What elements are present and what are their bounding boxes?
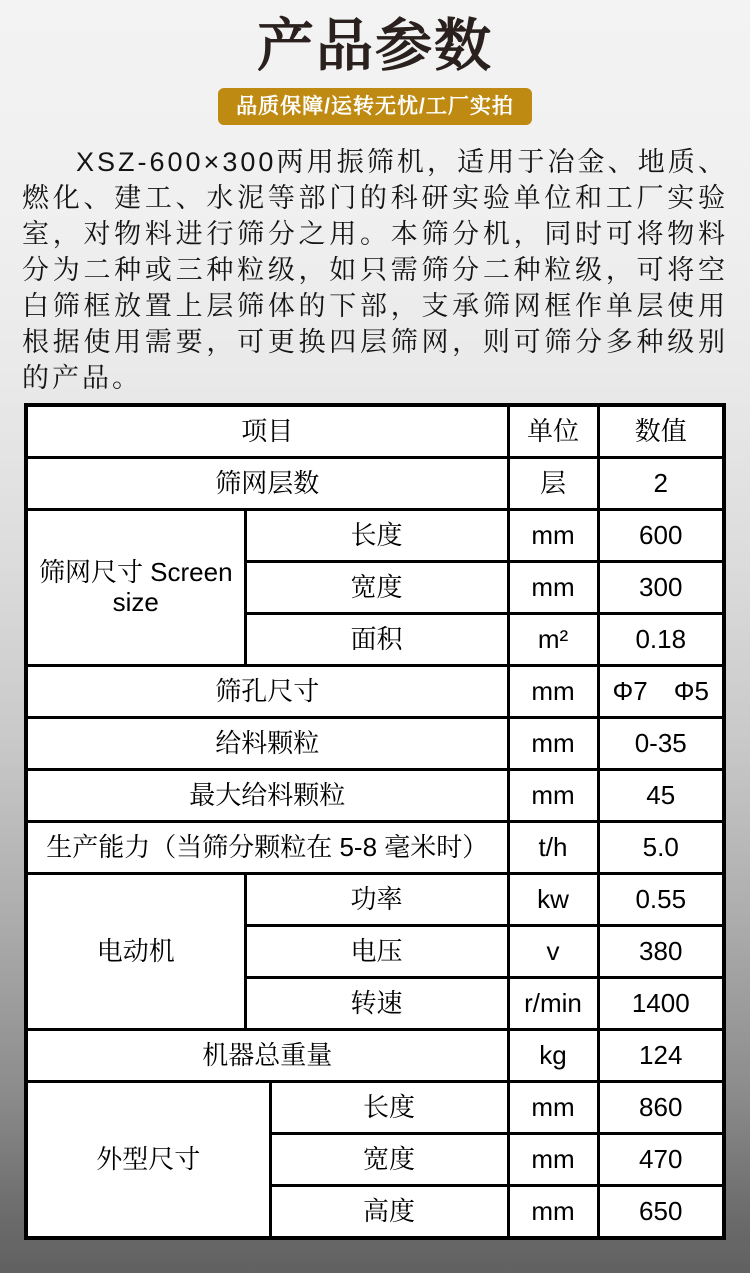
spec-unit-cell: m² (508, 614, 598, 666)
spec-item-cell: 给料颗粒 (26, 718, 508, 770)
spec-unit-cell: mm (508, 1082, 598, 1134)
spec-item-cell: 最大给料颗粒 (26, 770, 508, 822)
spec-item-cell: 生产能力（当筛分颗粒在 5-8 毫米时） (26, 822, 508, 874)
spec-item-cell: 宽度 (245, 562, 508, 614)
spec-unit-cell: mm (508, 1186, 598, 1239)
spec-value-cell: Φ7 Φ5 (598, 666, 724, 718)
spec-value-cell: 5.0 (598, 822, 724, 874)
spec-value-cell: 860 (598, 1082, 724, 1134)
spec-row-feed-particle (26, 718, 724, 770)
spec-item-cell: 电压 (245, 926, 508, 978)
spec-item-cell: 面积 (245, 614, 508, 666)
spec-group-cell-overall-size: 外型尺寸 (26, 1082, 270, 1239)
spec-value-cell: 0.55 (598, 874, 724, 926)
quality-badge: 品质保障/运转无忧/工厂实拍 (218, 88, 532, 125)
spec-group-cell-screen-size: 筛网尺寸 Screen size (26, 510, 245, 666)
spec-value-cell: 650 (598, 1186, 724, 1239)
spec-item-cell: 筛网层数 (26, 458, 508, 510)
spec-item-cell: 功率 (245, 874, 508, 926)
spec-value-cell: 0-35 (598, 718, 724, 770)
spec-item-cell: 高度 (270, 1186, 508, 1239)
header-unit-cell: 单位 (508, 405, 598, 458)
spec-unit-cell: mm (508, 1134, 598, 1186)
spec-item-cell: 宽度 (270, 1134, 508, 1186)
spec-unit-cell: mm (508, 562, 598, 614)
spec-value-cell: 0.18 (598, 614, 724, 666)
spec-item-cell: 长度 (270, 1082, 508, 1134)
spec-row-screen-layers (26, 458, 724, 510)
spec-unit-cell: v (508, 926, 598, 978)
spec-row-hole-size (26, 666, 724, 718)
header-item-cell: 项目 (26, 405, 508, 458)
table-header-row (26, 405, 724, 458)
spec-row-overall-length (26, 1082, 724, 1134)
spec-item-cell: 转速 (245, 978, 508, 1030)
product-parameters-page (0, 8, 750, 1240)
spec-group-cell-motor: 电动机 (26, 874, 245, 1030)
spec-row-max-feed-particle (26, 770, 724, 822)
badge-container (0, 88, 750, 126)
product-description: XSZ-600×300两用振筛机，适用于冶金、地质、燃化、建工、水泥等部门的科研实验单位和工厂实验室，对物料进行筛分之用。本筛分机，同时可将物料分为二种或三种粒级，如只需筛分二种粒级，可将空白筛框放置上层筛体的下部，支承筛网框作单层使用根据使用需要，可更换四层筛网，则可筛分多种级别的产品。 (22, 147, 728, 393)
spec-unit-cell: 层 (508, 458, 598, 510)
spec-row-capacity (26, 822, 724, 874)
spec-unit-cell: mm (508, 510, 598, 562)
spec-value-cell: 1400 (598, 978, 724, 1030)
spec-unit-cell: mm (508, 666, 598, 718)
header-value-cell: 数值 (598, 405, 724, 458)
spec-value-cell: 600 (598, 510, 724, 562)
spec-item-cell: 筛孔尺寸 (26, 666, 508, 718)
page-title: 产品参数 (257, 14, 493, 78)
spec-row-screen-size-length (26, 510, 724, 562)
spec-unit-cell: kg (508, 1030, 598, 1082)
spec-row-total-weight (26, 1030, 724, 1082)
spec-row-motor-power (26, 874, 724, 926)
spec-item-cell: 机器总重量 (26, 1030, 508, 1082)
spec-value-cell: 2 (598, 458, 724, 510)
spec-value-cell: 124 (598, 1030, 724, 1082)
spec-value-cell: 45 (598, 770, 724, 822)
spec-unit-cell: r/min (508, 978, 598, 1030)
spec-item-cell: 长度 (245, 510, 508, 562)
spec-table (24, 403, 726, 1240)
spec-unit-cell: mm (508, 718, 598, 770)
spec-value-cell: 470 (598, 1134, 724, 1186)
spec-unit-cell: t/h (508, 822, 598, 874)
spec-value-cell: 380 (598, 926, 724, 978)
spec-value-cell: 300 (598, 562, 724, 614)
spec-unit-cell: kw (508, 874, 598, 926)
spec-unit-cell: mm (508, 770, 598, 822)
